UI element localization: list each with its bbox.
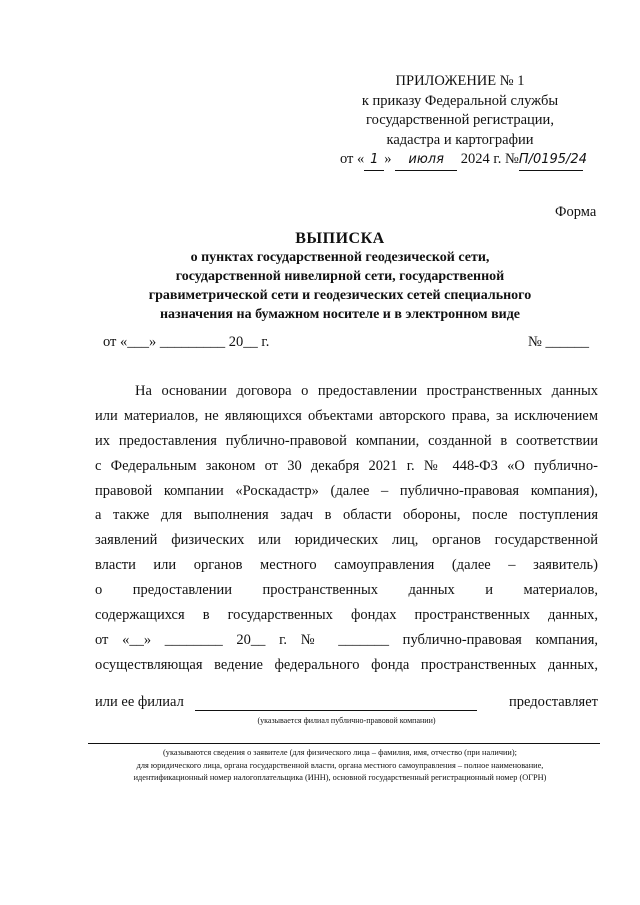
footnote	[70, 747, 610, 785]
extract-number-line: № ______	[528, 334, 589, 350]
appendix-title: ПРИЛОЖЕНИЕ № 1	[395, 73, 525, 89]
extract-date-line: от «___» _________ 20__ г.	[103, 334, 270, 350]
order-date-prefix: от «	[340, 151, 365, 167]
separator-line	[88, 743, 600, 744]
body-line: заявлений физических или юридических лиц, органов государственной	[95, 532, 598, 549]
body-line: содержащихся в государственных фондах пространственных данных,	[95, 607, 598, 624]
body-line: осуществляющая ведение федерального фонда пространственных данных,	[95, 656, 598, 673]
body-line: их предоставления публично-правовой компании, созданной в соответствии	[95, 432, 598, 449]
body-line: о предоставлении пространственных данных и материалов,	[95, 582, 598, 599]
filial-row	[95, 694, 598, 716]
body-paragraph	[95, 379, 598, 678]
footnote-line: идентификационный номер налогоплательщика (ИНН), основной государственный регистрационный номер (ОГРН)	[133, 773, 547, 782]
filial-note: (указывается филиал публично-правовой компании)	[257, 716, 436, 725]
appendix-line-1: к приказу Федеральной службы	[361, 92, 559, 109]
body-line: власти или органов местного самоуправления (далее – заявитель)	[95, 557, 598, 574]
form-label: Форма	[555, 204, 597, 220]
appendix-line-3: кадастра и картографии	[386, 131, 534, 148]
filial-label: или ее филиал	[95, 694, 184, 710]
footnote-line: для юридического лица, органа государственной власти, органа местного самоуправления – полное наименование,	[136, 760, 544, 770]
title-line-4: назначения на бумажном носителе и в электронном виде	[159, 307, 520, 322]
order-date-year: 2024 г. №	[460, 151, 519, 167]
filial-blank-field	[195, 710, 477, 711]
order-date-line	[340, 150, 587, 171]
order-date-day: 1	[364, 150, 384, 171]
title-line-2: государственной нивелирной сети, государственной	[175, 269, 505, 284]
body-line: На основании договора о предоставлении пространственных данных	[135, 383, 598, 399]
body-line: правовой компании «Роскадастр» (далее – публично-правовая компания),	[95, 482, 598, 499]
appendix-line-2: государственной регистрации,	[366, 112, 554, 128]
appendix-header	[340, 72, 587, 171]
document-title	[100, 230, 580, 324]
footnote-line: (указываются сведения о заявителе (для физического лица – фамилия, имя, отчество (при наличии);	[163, 748, 517, 757]
title-line-3: гравиметрической сети и геодезических сетей специального	[148, 288, 532, 303]
body-line: от «__» ________ 20__ г. № _______ публично-правовая компания,	[95, 631, 598, 648]
body-line: а также для выполнения задач в области обороны, после поступления	[95, 507, 598, 524]
title-line-1: о пунктах государственной геодезической сети,	[190, 250, 490, 265]
title-main: ВЫПИСКА	[295, 230, 385, 247]
order-date-mid: »	[384, 151, 392, 167]
body-line: или материалов, не являющихся объектами авторского права, за исключением	[95, 407, 598, 424]
filial-provides: предоставляет	[509, 694, 598, 710]
body-line: с Федеральным законом от 30 декабря 2021 г. № 448-ФЗ «О публично-	[95, 457, 598, 474]
order-date-month: июля	[395, 150, 457, 171]
order-number: П/0195/24	[519, 150, 583, 171]
